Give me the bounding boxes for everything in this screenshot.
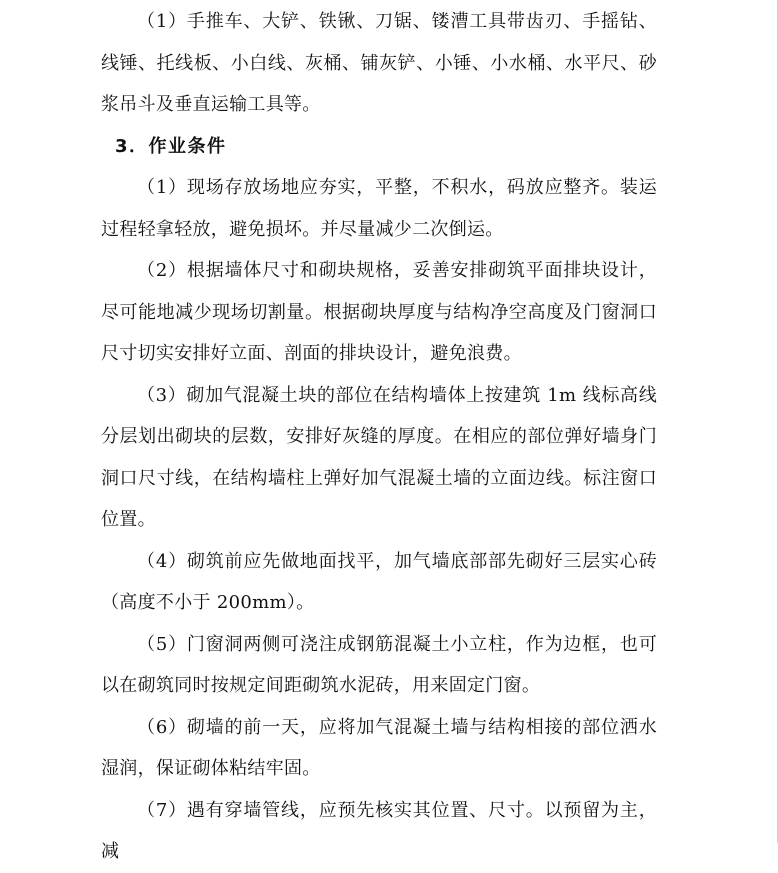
paragraph-condition-3: （3）砌加气混凝土块的部位在结构墙体上按建筑 1m 线标高线分层划出砌块的层数，安排好灰缝的厚度。在相应的部位弹好墙身门洞口尺寸线，在结构墙柱上弹好加气混凝土墙的立面边线。标注窗口位置。 <box>101 384 657 530</box>
paragraph-condition-4: （4）砌筑前应先做地面找平，加气墙底部部先砌好三层实心砖（高度不小于 200mm）。 <box>101 550 657 613</box>
paragraph-condition-2: （2）根据墙体尺寸和砌块规格，妥善安排砌筑平面排块设计，尽可能地减少现场切割量。根据砌块厚度与结构净空高度及门窗洞口尺寸切实安排好立面、剖面的排块设计，避免浪费。 <box>101 260 657 364</box>
paragraph-condition-7: （7）遇有穿墙管线，应预先核实其位置、尺寸。以预留为主，减 <box>101 799 657 862</box>
paragraph-condition-6: （6）砌墙的前一天，应将加气混凝土墙与结构相接的部位洒水湿润，保证砌体粘结牢固。 <box>101 716 657 779</box>
document-page <box>101 0 657 873</box>
section-heading-work-conditions: 3．作业条件 <box>115 135 227 157</box>
paragraph-condition-1: （1）现场存放场地应夯实，平整，不积水，码放应整齐。装运过程轻拿轻放，避免损坏。并尽量减少二次倒运。 <box>101 177 657 240</box>
paragraph-tools-list: （1）手推车、大铲、铁锹、刀锯、镂漕工具带齿刃、手摇钻、线锤、托线板、小白线、灰桶、铺灰铲、小锤、小水桶、水平尺、砂浆吊斗及垂直运输工具等。 <box>101 11 657 115</box>
paragraph-condition-5: （5）门窗洞两侧可浇注成钢筋混凝土小立柱，作为边框，也可以在砌筑同时按规定间距砌筑水泥砖，用来固定门窗。 <box>101 633 657 696</box>
